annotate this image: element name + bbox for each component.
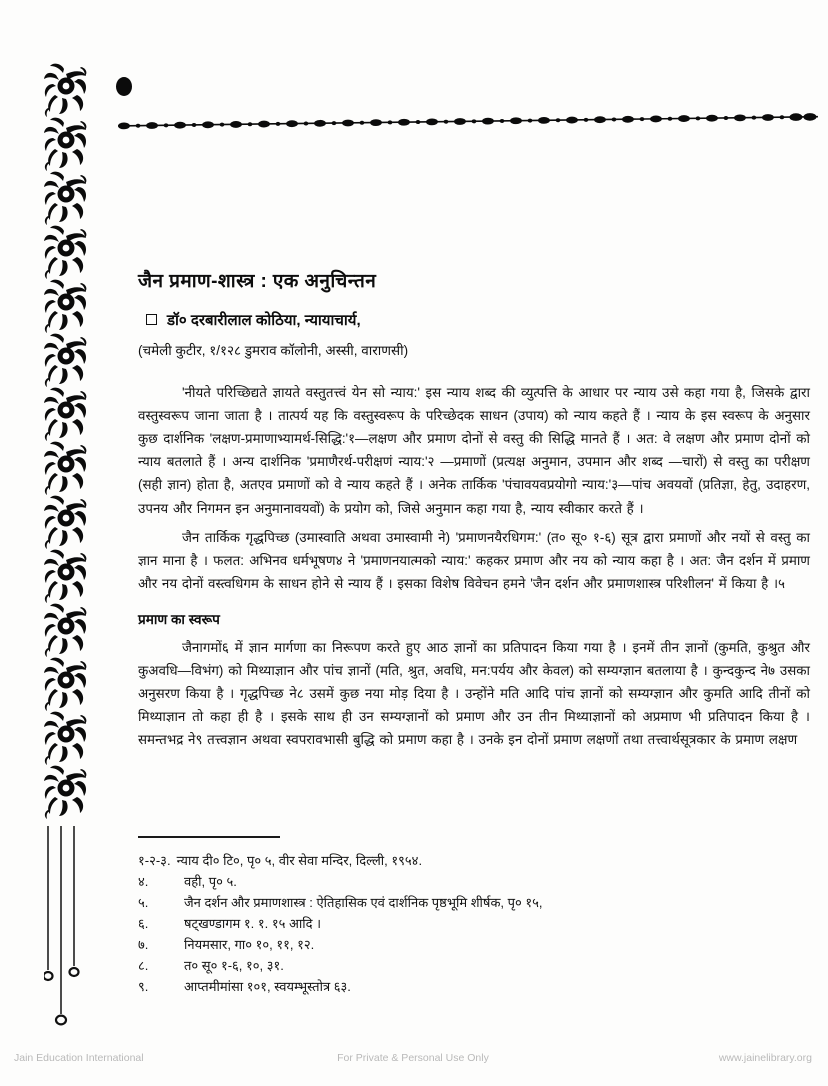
footnote-text: नियमसार, गा० १०, ११, १२. [184, 937, 315, 953]
footnote-item [138, 955, 810, 976]
footnote-number: ८. [138, 958, 149, 974]
floral-border-ornament-icon [44, 62, 88, 830]
footnote-number: ६. [138, 916, 149, 932]
footnote-number: ९. [138, 979, 149, 995]
footnote-text: त० सू० १-६, १०, ३१. [184, 958, 284, 974]
article-content [138, 270, 810, 757]
large-dot-icon [116, 77, 132, 96]
footer-left-text: Jain Education International [14, 1052, 144, 1064]
footer-right-link[interactable]: www.jainelibrary.org [718, 1052, 812, 1064]
footnote-text: न्याय दी० टि०, पृ० ५, वीर सेवा मन्दिर, दिल्ली, १९५४. [176, 853, 423, 868]
footnotes-section [138, 836, 810, 997]
footnote-item [138, 892, 810, 913]
footnote-number: ५. [138, 895, 149, 911]
footnote-text: वही, पृ० ५. [184, 874, 237, 890]
beaded-horizontal-rule-icon [118, 112, 818, 134]
footnote-separator-rule [138, 836, 280, 838]
footnote-list [138, 850, 810, 997]
page-title: जैन प्रमाण-शास्त्र : एक अनुचिन्तन [138, 271, 377, 292]
footnote-number: ७. [138, 937, 149, 953]
pendant-tassel-icon [44, 826, 88, 1036]
footnote-item [138, 850, 810, 871]
page-footer [0, 1052, 828, 1064]
footnote-number: १-२-३. [138, 853, 171, 868]
body-paragraph-3: जैनागमों६ में ज्ञान मार्गणा का निरूपण करते हुए आठ ज्ञानों का प्रतिपादन किया गया है । इनमें तीन ज्ञानों (कुमति, कुश्रुत और कुअवधि—विभंग) को मिथ्याज्ञान और पांच ज्ञानों (मति, श्रुत, अवधि, मन:पर्यय और केवल) को सम्यग्ज्ञान बतलाया है । कुन्दकुन्द ने७ उसका अनुसरण किया है । गृद्धपिच्छ ने८ उसमें कुछ नया मोड़ दिया है । उन्होंने मति आदि पांच ज्ञानों को सम्यग्ज्ञान और कुमति आदि तीनों को मिथ्याज्ञान तो कहा ही है । इसके साथ ही उन सम्यग्ज्ञानों को प्रमाण और उन तीन मिथ्याज्ञानों को अप्रमाण भी प्रतिपादन किया है । समन्तभद्र ने९ तत्त्वज्ञान अथवा स्वपरावभासी बुद्धि को प्रमाण कहा है । उनके इन दोनों प्रमाण लक्षणों तथा तत्त्वार्थसूत्रकार के प्रमाण लक्षण [138, 639, 810, 747]
author-address: (चमेली कुटीर, १/१२८ डुमराव कॉलोनी, अस्सी, वाराणसी) [138, 342, 409, 358]
footnote-text: आप्तमीमांसा १०१, स्वयम्भूस्तोत्र ६३. [184, 979, 351, 995]
footnote-text: जैन दर्शन और प्रमाणशास्त्र : ऐतिहासिक एवं दार्शनिक पृष्ठभूमि शीर्षक, पृ० १५, [184, 895, 543, 911]
footnote-item [138, 976, 810, 997]
footnote-item [138, 913, 810, 934]
section-heading: प्रमाण का स्वरूप [138, 611, 220, 627]
footer-center-text: For Private & Personal Use Only [337, 1052, 489, 1064]
author-byline [138, 310, 810, 330]
author-name: डॉ० दरबारीलाल कोठिया, न्यायाचार्य, [167, 311, 361, 329]
body-paragraph-1: 'नीयते परिच्छिद्यते ज्ञायते वस्तुतत्त्वं येन सो न्याय:' इस न्याय शब्द की व्युत्पत्ति के आधार पर न्याय उसे कहा गया है, जिसके द्वारा वस्तुस्वरूप जाना जाता है । तात्पर्य यह कि वस्तुस्वरूप के परिच्छेदक साधन (उपाय) को न्याय कहते हैं । न्याय के इस स्वरूप के अनुसार कुछ दार्शनिक 'लक्षण-प्रमाणाभ्यामर्थ-सिद्धि:'१—लक्षण और प्रमाण दोनों से वस्तु की सिद्धि मानते हैं । अत: वे लक्षण और प्रमाण दोनों को न्याय बतलाते हैं । अन्य दार्शनिक 'प्रमाणैरर्थ-परीक्षणं न्याय:'२ —प्रमाणों (प्रत्यक्ष अनुमान, उपमान और शब्द —चारों) से वस्तु का परीक्षण (सही ज्ञान) होता है, अतएव प्रमाणों को वे न्याय कहते हैं । अनेक तार्किक 'पंचावयवप्रयोगो न्याय:'३—पांच अवयवों (प्रतिज्ञा, हेतु, उदाहरण, उपनय और निगमन इन अनुमानावयवों) के प्रयोग को, जिसे अनुमान कहा गया है, न्याय स्वीकार करते हैं । [138, 385, 810, 516]
footnote-number: ४. [138, 874, 149, 890]
square-bullet-icon [146, 314, 157, 325]
footnote-text: षट्खण्डागम १. १. १५ आदि । [184, 916, 322, 932]
footnote-item [138, 934, 810, 955]
footnote-item [138, 871, 810, 892]
body-paragraph-2: जैन तार्किक गृद्धपिच्छ (उमास्वाति अथवा उमास्वामी ने) 'प्रमाणनयैरधिगम:' (त० सू० १-६) सूत्र द्वारा प्रमाणों और नयों से वस्तु का ज्ञान माना है । फलत: अभिनव धर्मभूषण४ ने 'प्रमाणनयात्मको न्याय:' कहकर प्रमाण और नय को न्याय कहा है । अत: जैन दर्शन में प्रमाण और नय दोनों वस्त्वधिगम के साधन होने से न्याय हैं । इसका विशेष विवेचन हमने 'जैन दर्शन और प्रमाणशास्त्र परिशीलन' में किया है ।५ [138, 529, 810, 591]
